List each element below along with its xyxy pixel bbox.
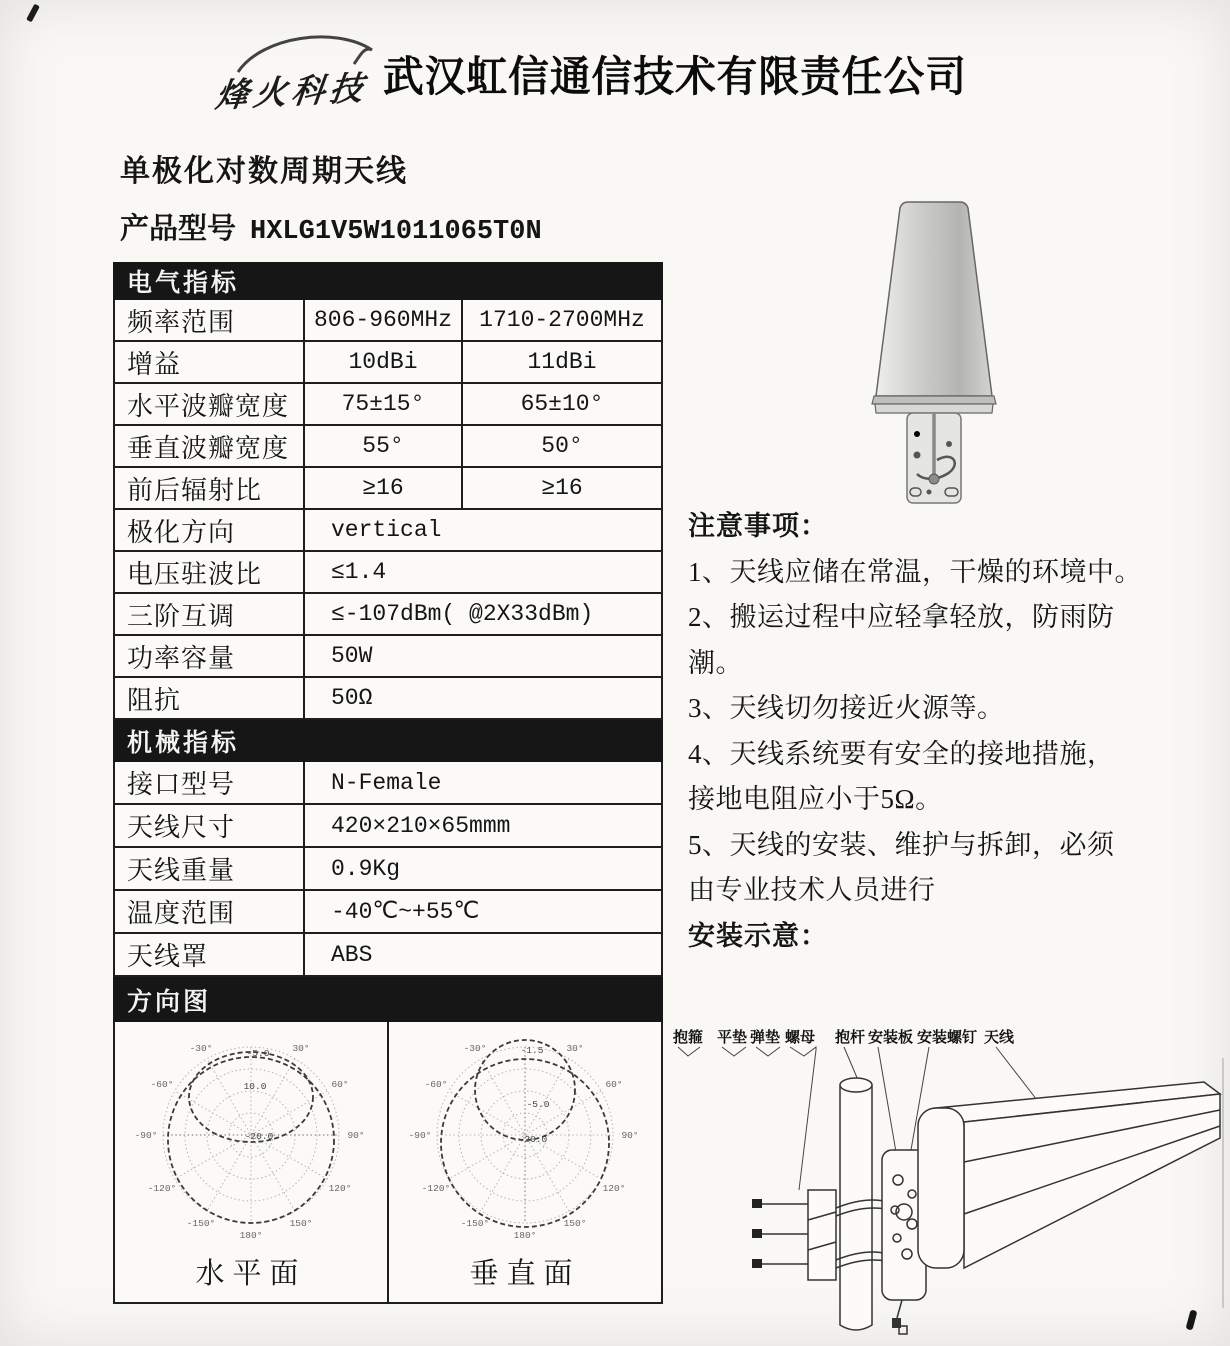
spec-value: ≤-107dBm( @2X33dBm) — [331, 601, 594, 627]
pole — [840, 1078, 872, 1330]
spec-label: 电压驻波比 — [115, 552, 305, 592]
spec-label: 温度范围 — [115, 891, 305, 932]
spec-label: 增益 — [115, 342, 305, 382]
angle-label: 30° — [292, 1043, 310, 1054]
angle-label: 90° — [347, 1130, 365, 1141]
spec-value: ≥16 — [305, 468, 463, 508]
spec-label: 垂直波瓣宽度 — [115, 426, 305, 466]
spec-label: 三阶互调 — [115, 594, 305, 634]
angle-label: -120° — [147, 1183, 177, 1194]
angle-label: 30° — [566, 1043, 584, 1054]
ring-label: -5.0 — [246, 1048, 270, 1059]
ring-label: -1.5 — [520, 1045, 544, 1056]
spec-value: 50° — [541, 433, 583, 459]
note-line: 由专业技术人员进行 — [688, 875, 936, 905]
pattern-cell-horizontal — [115, 1022, 387, 1302]
antenna-photo — [845, 192, 1020, 507]
antenna-bracket — [907, 413, 961, 503]
note-line: 1、天线应储在常温，干燥的环境中。 — [688, 556, 1142, 587]
spec-value: 75±15° — [305, 384, 463, 424]
angle-label: 60° — [331, 1079, 349, 1090]
model-number: HXLG1V5W1011065T0N — [250, 217, 542, 247]
table-row — [113, 762, 663, 805]
angle-label: -60° — [424, 1079, 448, 1090]
ring-label: -20.0 — [244, 1131, 274, 1142]
note-line: 5、天线的安装、维护与拆卸，必须 — [688, 829, 1115, 860]
spec-label: 天线尺寸 — [115, 805, 305, 846]
pattern-diagrams — [113, 1022, 663, 1304]
spec-value: 0.9Kg — [331, 855, 401, 882]
antenna-radome — [872, 202, 996, 413]
spec-label: 接口型号 — [115, 762, 305, 803]
spec-label: 极化方向 — [115, 510, 305, 550]
spec-value: ABS — [331, 941, 373, 968]
polar-plot-vertical — [390, 1025, 660, 1257]
spec-value: 11dBi — [527, 349, 597, 375]
product-name: 单极化对数周期天线 — [120, 155, 408, 188]
spec-value: 50W — [331, 643, 373, 669]
spec-value: 806-960MHz — [305, 300, 463, 340]
spec-value: ≥16 — [541, 475, 583, 501]
angle-label: 150° — [289, 1218, 313, 1229]
pattern-caption-horizontal: 水平面 — [195, 1258, 307, 1290]
angle-label: 90° — [621, 1130, 639, 1141]
part-label: 安装螺钉 — [917, 1030, 978, 1046]
company-logo — [210, 26, 390, 118]
part-label: 弹垫 — [750, 1030, 781, 1046]
ring-label: -20.0 — [518, 1134, 548, 1145]
spec-label: 天线罩 — [115, 934, 305, 975]
angle-label: -90° — [134, 1130, 158, 1141]
table-row — [113, 426, 663, 468]
polar-plot-horizontal — [116, 1025, 386, 1257]
angle-label: -30° — [463, 1043, 487, 1054]
note-line: 3、天线切勿接近火源等。 — [688, 693, 1005, 723]
spec-table — [113, 262, 663, 1304]
table-row — [113, 805, 663, 848]
spec-label: 天线重量 — [115, 848, 305, 889]
spec-label: 频率范围 — [115, 300, 305, 340]
feed-cable — [892, 1300, 907, 1334]
table-row — [113, 848, 663, 891]
spec-value: 55° — [305, 426, 463, 466]
ring-label: -5.0 — [526, 1099, 550, 1110]
spec-value: 50Ω — [331, 685, 373, 711]
spec-value: N-Female — [331, 769, 442, 796]
antenna-body — [918, 1082, 1220, 1268]
part-label: 天线 — [984, 1030, 1015, 1046]
angle-label: 180° — [513, 1230, 537, 1241]
angle-label: 120° — [328, 1183, 352, 1194]
model-label: 产品型号 — [120, 213, 237, 245]
install-heading: 安装示意： — [688, 920, 828, 951]
table-row — [113, 384, 663, 426]
part-label: 抱杆 — [835, 1030, 866, 1046]
spec-value: 420×210×65mmm — [331, 812, 511, 839]
section-header-patterns: 方向图 — [113, 977, 663, 1022]
ring-label: 10.0 — [243, 1081, 267, 1092]
angle-label: -30° — [189, 1043, 213, 1054]
spec-value: ≤1.4 — [331, 559, 387, 585]
note-line: 4、天线系统要有安全的接地措施， — [688, 738, 1115, 769]
section-header-mechanical: 机械指标 — [113, 720, 663, 762]
notes-section — [688, 504, 1230, 959]
scan-artifact — [26, 4, 40, 23]
table-row — [113, 300, 663, 342]
spec-value: -40℃~+55℃ — [331, 899, 480, 925]
note-line: 2、搬运过程中应轻拿轻放，防雨防 — [688, 602, 1115, 632]
table-row — [113, 468, 663, 510]
company-name: 武汉虹信通信技术有限责任公司 — [383, 53, 967, 100]
table-row — [113, 636, 663, 678]
pattern-cell-vertical — [387, 1022, 661, 1302]
angle-label: 180° — [239, 1230, 263, 1241]
part-label: 安装板 — [868, 1030, 914, 1046]
angle-label: 60° — [605, 1079, 623, 1090]
spec-label: 功率容量 — [115, 636, 305, 676]
pattern-caption-vertical: 垂直面 — [469, 1258, 581, 1290]
table-row — [113, 552, 663, 594]
spec-value: vertical — [331, 517, 442, 543]
table-row — [113, 891, 663, 934]
model-line — [120, 206, 542, 247]
spec-label: 前后辐射比 — [115, 468, 305, 508]
spec-value: 65±10° — [520, 391, 604, 417]
part-label: 螺母 — [785, 1030, 816, 1046]
angle-label: 120° — [602, 1183, 626, 1194]
angle-label: -150° — [186, 1218, 216, 1229]
table-row — [113, 342, 663, 384]
angle-label: 150° — [563, 1218, 587, 1229]
angle-label: -120° — [421, 1183, 451, 1194]
installation-diagram — [666, 1022, 1230, 1344]
spec-label: 水平波瓣宽度 — [115, 384, 305, 424]
spec-value: 1710-2700MHz — [479, 307, 645, 333]
angle-label: -60° — [150, 1079, 174, 1090]
part-label: 平垫 — [717, 1030, 748, 1046]
angle-label: -150° — [460, 1218, 490, 1229]
spec-value: 10dBi — [305, 342, 463, 382]
notes-heading: 注意事项： — [688, 511, 828, 541]
note-line: 接地电阻应小于5Ω。 — [688, 784, 943, 814]
section-header-electrical: 电气指标 — [113, 262, 663, 300]
note-line: 潮。 — [688, 647, 743, 678]
part-label: 抱箍 — [673, 1030, 704, 1046]
table-row — [113, 510, 663, 552]
table-row — [113, 934, 663, 977]
table-row — [113, 594, 663, 636]
table-row — [113, 678, 663, 720]
spec-label: 阻抗 — [115, 678, 305, 718]
angle-label: -90° — [408, 1130, 432, 1141]
logo-text: 烽火科技 — [213, 70, 370, 116]
